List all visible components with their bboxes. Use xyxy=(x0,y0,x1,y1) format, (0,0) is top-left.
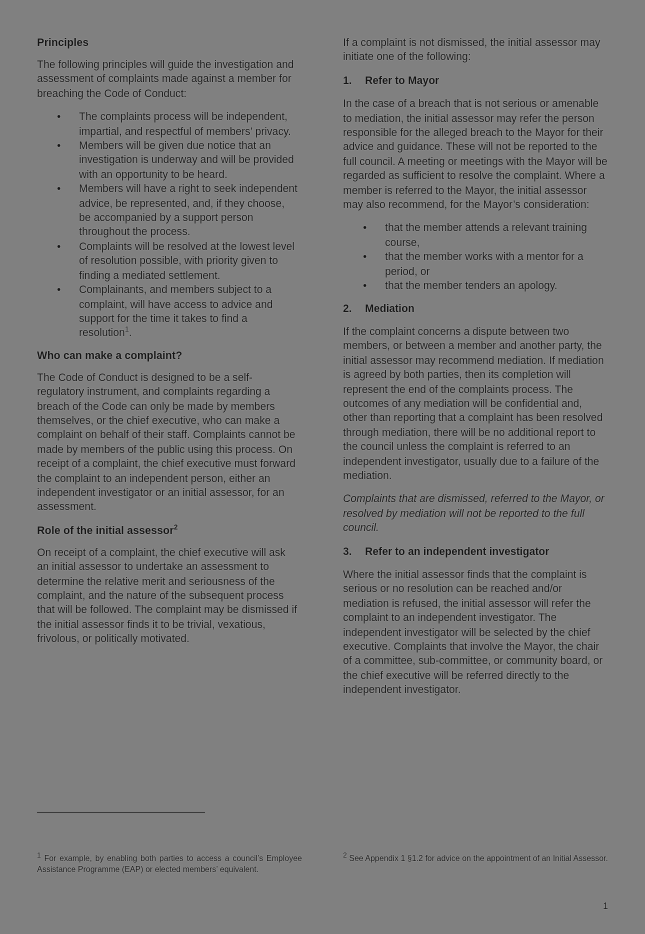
mediation-section xyxy=(343,302,608,536)
list-item: • Members will be given due notice that an investigation is underway and will be provided with an opportunity to be heard. xyxy=(79,139,299,182)
who-heading: Who can make a complaint? xyxy=(37,349,183,362)
list-item: • that the member tenders an apology. xyxy=(385,279,608,293)
independent-investigator-section xyxy=(343,545,608,698)
right-column xyxy=(343,36,608,707)
section-heading-3 xyxy=(343,545,608,559)
list-item xyxy=(79,283,299,341)
page-number: 1 xyxy=(603,901,609,911)
role-heading-text: Role of the initial assessor xyxy=(37,524,174,537)
footnote-marker: 2 xyxy=(343,852,347,860)
role-body: On receipt of a complaint, the chief executive will ask an initial assessor to undertake an assessment to determine the relative merit and seriousness of the complaint, and the nature of the subsequent process that will be followed. The complaint may be dismissed if the initial assessor finds it to be trivial, vexatious, frivolous, or politically motivated. xyxy=(37,546,298,646)
footnote-ref-1[interactable]: 1 xyxy=(124,326,129,334)
principles-intro: The following principles will guide the investigation and assessment of complaints made against a member for breaching the Code of Conduct: xyxy=(37,59,294,100)
footnote-ref-2[interactable]: 2 xyxy=(173,524,178,532)
role-heading xyxy=(37,524,299,538)
left-column xyxy=(37,36,299,656)
initial-assessor-section xyxy=(37,524,299,647)
principles-section xyxy=(37,36,299,341)
list-item: • Complaints will be resolved at the lowest level of resolution possible, with priority given to finding a mediated settlement. xyxy=(79,240,299,283)
section-heading-2 xyxy=(343,302,608,316)
footnote-text: For example, by enabling both parties to access a council’s Employee Assistance Programme (EAP) or elected members’ equivalent. xyxy=(37,854,302,874)
principles-heading: Principles xyxy=(37,37,89,49)
footnote-1 xyxy=(37,853,302,875)
list-item-text: Complainants, and members subject to a complaint, will have access to advice and support for the time it takes to find a resolution xyxy=(79,284,273,340)
section-heading-1 xyxy=(343,74,608,88)
investigator-body: Where the initial assessor finds that the complaint is serious or no resolution can be reached and/or mediation is refused, the initial assessor will refer the complaint to an independent investigator. The independent investigator will be selected by the chief executive. Complaints that involve the Mayor, the chair of a committee, sub-committee, or community board, or the chief executive will be referred directly to the independent investigator. xyxy=(343,569,603,697)
footnote-text: See Appendix 1 §1.2 for advice on the appointment of an Initial Assessor. xyxy=(346,854,608,863)
list-item: • that the member attends a relevant training course, xyxy=(385,221,608,250)
section-number: 3. xyxy=(343,545,352,558)
mayor-body: In the case of a breach that is not serious or amenable to mediation, the initial assessor may refer the person responsible for the alleged breach to the Mayor for their advice and guidance. These will not be reported to the full council. A meeting or meetings with the Mayor will be regarded as sufficient to resolve the complaint. Where a member is referred to the Mayor, the initial assessor may also recommend, for the Mayor’s consideration: xyxy=(343,98,608,212)
list-item: • that the member works with a mentor for a period, or xyxy=(385,250,608,279)
footnote-marker: 1 xyxy=(37,852,41,860)
principles-list xyxy=(37,110,299,341)
who-can-complain-section xyxy=(37,349,299,515)
section-title: Mediation xyxy=(365,302,415,315)
section-title: Refer to an independent investigator xyxy=(365,545,550,558)
options-intro: If a complaint is not dismissed, the initial assessor may initiate one of the following: xyxy=(343,37,601,64)
mediation-note: Complaints that are dismissed, referred to the Mayor, or resolved by mediation will not be reported to the full council. xyxy=(343,493,605,535)
section-number: 2. xyxy=(343,302,352,315)
who-body: The Code of Conduct is designed to be a self-regulatory instrument, and complaints regarding a breach of the Code can only be made by members themselves, or the chief executive, who can make a complaint on behalf of their staff. Complaints cannot be made by members of the public using this process. On receipt of a complaint, the chief executive must forward the complaint to an independent person, either an independent investigator or an initial assessor, for an assessment. xyxy=(37,371,296,514)
footnote-2 xyxy=(343,853,611,864)
mayor-recommendations-list xyxy=(343,221,608,293)
section-number: 1. xyxy=(343,74,352,87)
list-item: • Members will have a right to seek independent advice, be represented, and, if they choose, be accompanied by a support person throughout the process. xyxy=(79,182,299,240)
footnote-divider xyxy=(37,812,205,813)
list-item-end: . xyxy=(128,327,132,340)
section-title: Refer to Mayor xyxy=(365,74,440,87)
list-item: • The complaints process will be independent, impartial, and respectful of members’ privacy. xyxy=(79,110,299,139)
refer-to-mayor-section xyxy=(343,74,608,294)
mediation-body: If the complaint concerns a dispute between two members, or between a member and another party, the initial assessor may recommend mediation. If mediation is agreed by both parties, then its completion will represent the end of the complaints process. The outcomes of any mediation will be confidential and, other than reporting that a complaint has been resolved through mediation, there will be no additional report to the council unless the complaint is referred to an independent investigator, usually due to a failure of the mediation. xyxy=(343,325,604,482)
